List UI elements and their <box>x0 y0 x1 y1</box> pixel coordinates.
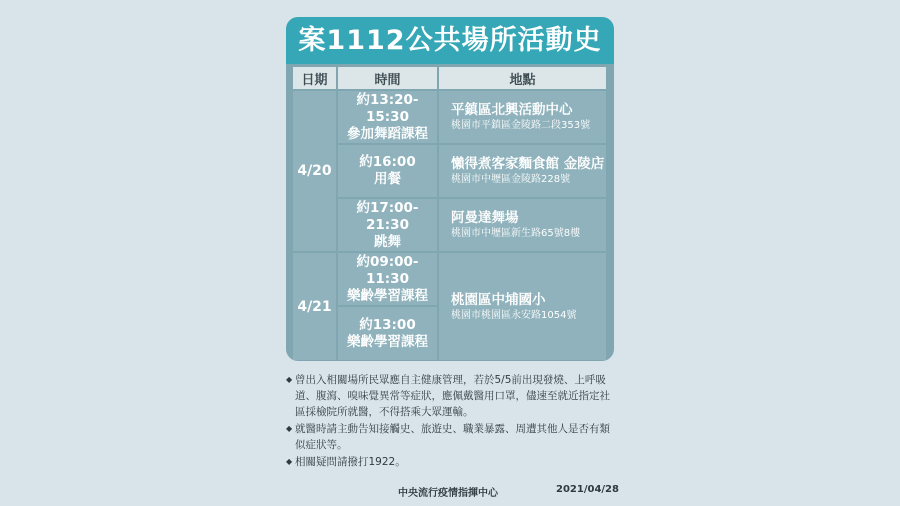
time-range: 約13:00 <box>359 316 416 333</box>
time-range: 約13:20-15:30 <box>356 91 419 125</box>
place-cell <box>439 145 606 197</box>
place-address: 桃園市中壢區金陵路228號 <box>451 174 571 185</box>
place-cell <box>439 253 606 360</box>
note-text: 就醫時請主動告知接觸史、旅遊史、職業暴露、周遭其他人是否有類似症狀等。 <box>295 423 610 451</box>
diamond-bullet-icon: ◆ <box>286 424 293 433</box>
note-item <box>286 372 620 420</box>
note-item <box>286 421 620 453</box>
place-address: 桃園市桃園區永安路1054號 <box>451 309 577 321</box>
time-cell <box>338 91 437 143</box>
place-cell <box>439 199 606 251</box>
activity-table-card <box>286 17 614 361</box>
date-cell: 4/20 <box>293 91 336 251</box>
header-time: 時間 <box>338 67 437 89</box>
place-address: 桃園市中壢區新生路65號8樓 <box>451 228 581 239</box>
time-range: 約16:00 <box>359 154 416 170</box>
activity-label: 參加舞蹈課程 <box>347 125 428 142</box>
header-place: 地點 <box>439 67 606 89</box>
page-title: 案1112公共場所活動史 <box>286 17 614 64</box>
place-cell <box>439 91 606 143</box>
header-date: 日期 <box>293 67 336 89</box>
diamond-bullet-icon: ◆ <box>286 375 293 384</box>
time-cell <box>338 199 437 251</box>
footer-date: 2021/04/28 <box>556 484 619 495</box>
activity-label: 樂齡學習課程 <box>347 333 428 350</box>
time-cell <box>338 145 437 197</box>
place-name: 阿曼達舞場 <box>451 210 519 226</box>
note-item <box>286 454 620 470</box>
note-text: 曾出入相關場所民眾應自主健康管理，若於5/5前出現發燒、上呼吸道、腹瀉、嗅味覺異常等症狀，應佩戴醫用口罩，儘速至就近指定社區採檢院所就醫，不得搭乘大眾運輸。 <box>295 374 610 418</box>
time-cell <box>338 307 437 360</box>
footer-organization: 中央流行疫情指揮中心 <box>398 488 498 499</box>
activity-label: 用餐 <box>374 171 401 187</box>
place-address: 桃園市平鎮區金陵路二段353號 <box>451 120 591 131</box>
place-name: 平鎮區北興活動中心 <box>451 102 573 118</box>
activity-label: 樂齡學習課程 <box>347 287 428 304</box>
notes-list <box>286 372 620 471</box>
date-cell: 4/21 <box>293 253 336 360</box>
place-name: 懶得煮客家麵食館 金陵店 <box>451 156 605 172</box>
diamond-bullet-icon: ◆ <box>286 457 293 466</box>
note-text: 相關疑問請撥打1922。 <box>295 456 406 468</box>
place-name: 桃園區中埔國小 <box>451 291 546 308</box>
time-range: 約09:00-11:30 <box>356 253 419 287</box>
time-range: 約17:00-21:30 <box>356 199 419 233</box>
activity-label: 跳舞 <box>374 233 401 250</box>
time-cell <box>338 253 437 305</box>
